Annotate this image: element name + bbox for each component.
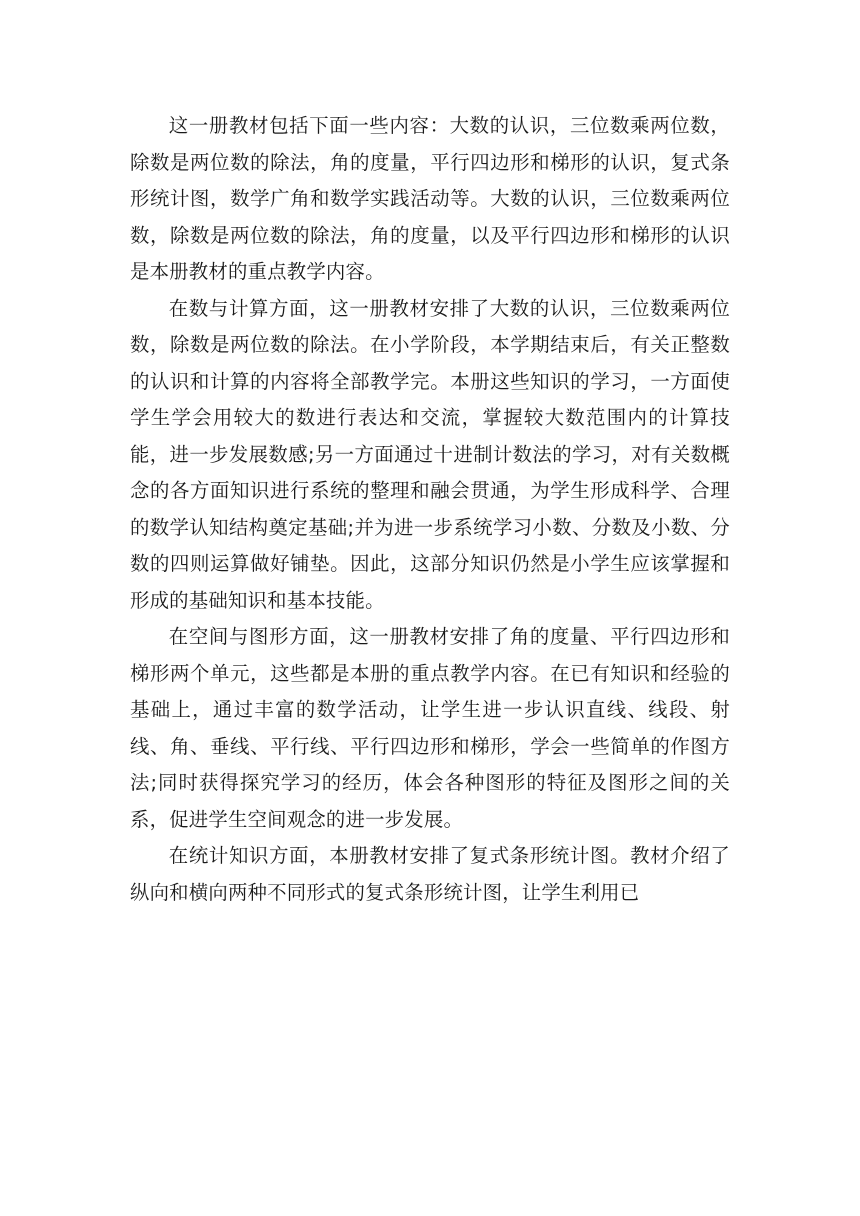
paragraph-statistics: 在统计知识方面，本册教材安排了复式条形统计图。教材介绍了纵向和横向两种不同形式的复式条形统计图，让学生利用已 — [130, 844, 730, 904]
paragraph-space-and-shapes: 在空间与图形方面，这一册教材安排了角的度量、平行四边形和梯形两个单元，这些都是本册的重点教学内容。在已有知识和经验的基础上，通过丰富的数学活动，让学生进一步认识直线、线段、射线、角、垂线、平行线、平行四边形和梯形，学会一些简单的作图方法;同时获得探究学习的经历，体会各种图形的特征及图形之间的关系，促进学生空间观念的进一步发展。 — [130, 625, 730, 831]
paragraph-overview: 这一册教材包括下面一些内容：大数的认识，三位数乘两位数，除数是两位数的除法，角的度量，平行四边形和梯形的认识，复式条形统计图，数学广角和数学实践活动等。大数的认识，三位数乘两位数，除数是两位数的除法，角的度量，以及平行四边形和梯形的认识是本册教材的重点教学内容。 — [130, 114, 730, 283]
document-page — [130, 108, 730, 911]
paragraph-numbers-and-calculation: 在数与计算方面，这一册教材安排了大数的认识，三位数乘两位数，除数是两位数的除法。在小学阶段，本学期结束后，有关正整数的认识和计算的内容将全部教学完。本册这些知识的学习，一方面使学生学会用较大的数进行表达和交流，掌握较大数范围内的计算技能，进一步发展数感;另一方面通过十进制计数法的学习，对有关数概念的各方面知识进行系统的整理和融会贯通，为学生形成科学、合理的数学认知结构奠定基础;并为进一步系统学习小数、分数及小数、分数的四则运算做好铺垫。因此，这部分知识仍然是小学生应该掌握和形成的基础知识和基本技能。 — [130, 296, 730, 612]
